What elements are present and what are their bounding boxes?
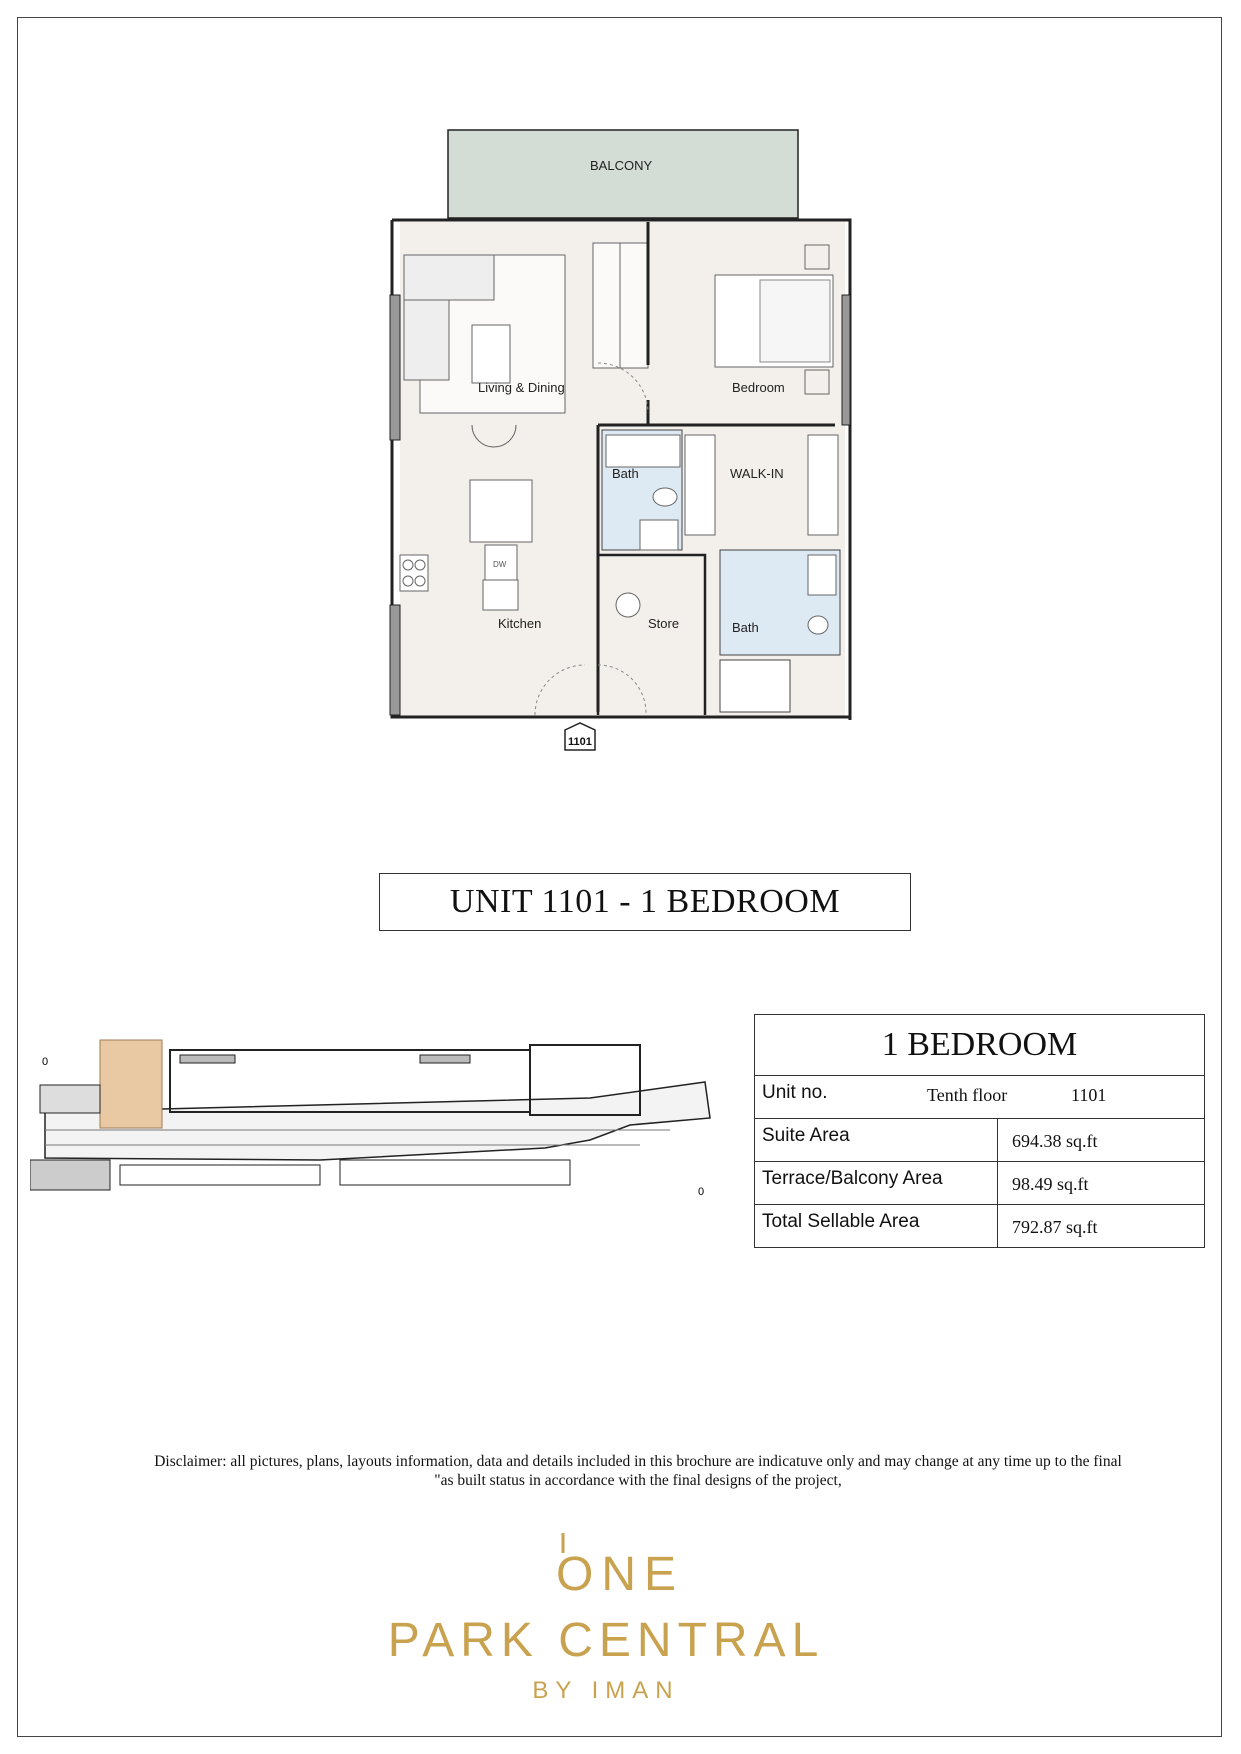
highlighted-unit (100, 1040, 162, 1128)
table-row (755, 1161, 1204, 1204)
floor-key-plan (30, 1030, 720, 1215)
balcony-area-value: 98.49 sq.ft (1012, 1174, 1089, 1194)
bedroom-label: Bedroom (732, 380, 785, 395)
store-label: Store (648, 616, 680, 631)
balcony-area-label: Terrace/Balcony Area (755, 1162, 998, 1204)
dishwasher-label: DW (493, 560, 507, 569)
balcony-label: BALCONY (590, 158, 653, 173)
unit-floor-plan (380, 125, 860, 765)
logo-line-2: PARK CENTRAL (387, 1614, 825, 1667)
table-row (755, 1204, 1204, 1247)
unit-number-value: 1101 (1071, 1085, 1107, 1105)
unit-area-table (754, 1014, 1205, 1248)
suite-area-value: 694.38 sq.ft (1012, 1131, 1098, 1151)
bath1-label: Bath (612, 466, 639, 481)
disclaimer (60, 1452, 1216, 1490)
floor-value: Tenth floor (927, 1085, 1008, 1105)
bath2-label: Bath (732, 620, 759, 635)
disclaimer-line-2: "as built status in accordance with the final designs of the project, (434, 1472, 842, 1489)
table-header: 1 BEDROOM (881, 1026, 1078, 1063)
total-area-label: Total Sellable Area (755, 1205, 998, 1247)
one-park-central-logo (350, 1528, 890, 1708)
table-row (755, 1118, 1204, 1161)
unit-info-row (755, 1075, 1204, 1118)
logo-line-1: ONE (555, 1548, 685, 1601)
total-area-value: 792.87 sq.ft (1012, 1217, 1098, 1237)
unit-title-box (379, 873, 911, 931)
unit-no-label: Unit no. (762, 1082, 828, 1103)
keyplan-marker-right: 0 (698, 1186, 705, 1198)
living-dining-label: Living & Dining (478, 380, 565, 395)
unit-title: UNIT 1101 - 1 BEDROOM (449, 883, 841, 920)
suite-area-label: Suite Area (755, 1119, 998, 1161)
entry-tag-label: 1101 (568, 736, 592, 748)
kitchen-label: Kitchen (498, 616, 542, 631)
balcony-area (448, 130, 798, 218)
logo-line-3: BY IMAN (532, 1677, 680, 1704)
walkin-label: WALK-IN (730, 466, 784, 481)
disclaimer-line-1: Disclaimer: all pictures, plans, layouts information, data and details included in this brochure are indicatuve only and may change at any time up to the final (154, 1453, 1122, 1470)
keyplan-marker-left: 0 (42, 1056, 49, 1068)
